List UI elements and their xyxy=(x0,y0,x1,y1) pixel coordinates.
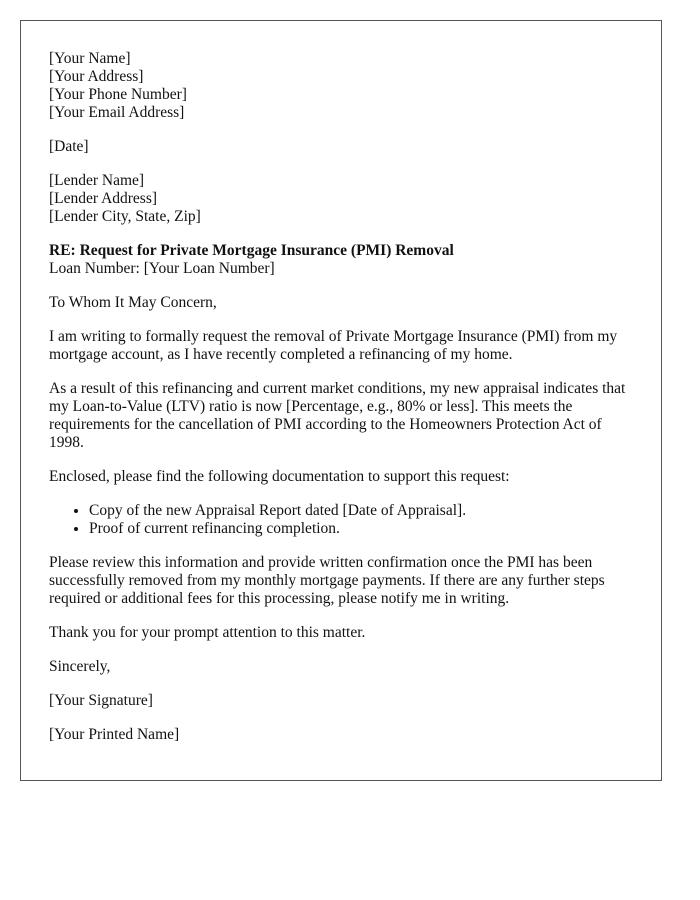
list-item: • Proof of current refinancing completion. xyxy=(89,520,633,538)
recipient-address: [Lender Address] xyxy=(49,190,158,207)
recipient-name: [Lender Name] xyxy=(49,172,145,189)
closing: Sincerely, xyxy=(49,658,111,675)
body-paragraph-2: As a result of this refinancing and current market conditions, my new appraisal indicates that my Loan-to-Value (LTV) ratio is now [Percentage, e.g., 80% or less]. This meets the requirements for the cancellation of PMI according to the Homeowners Protection Act of 1998. xyxy=(49,380,626,451)
letter-date: [Date] xyxy=(49,138,89,155)
body-paragraph-5: Thank you for your prompt attention to this matter. xyxy=(49,624,366,641)
sender-name: [Your Name] xyxy=(49,50,131,67)
sender-address: [Your Address] xyxy=(49,68,144,85)
enclosure-list xyxy=(49,502,633,538)
body-paragraph-3: Enclosed, please find the following documentation to support this request: xyxy=(49,468,510,485)
subject-block xyxy=(49,242,633,278)
subject-line: RE: Request for Private Mortgage Insurance (PMI) Removal xyxy=(49,242,454,259)
sender-phone: [Your Phone Number] xyxy=(49,86,187,103)
sender-block xyxy=(49,50,633,122)
sender-email: [Your Email Address] xyxy=(49,104,185,121)
body-paragraph-1: I am writing to formally request the removal of Private Mortgage Insurance (PMI) from my mortgage account, as I have recently completed a refinancing of my home. xyxy=(49,328,618,363)
salutation: To Whom It May Concern, xyxy=(49,294,217,311)
signature: [Your Signature] xyxy=(49,692,153,709)
body-paragraph-4: Please review this information and provide written confirmation once the PMI has been successfully removed from my monthly mortgage payments. If there are any further steps required or additional fees for this processing, please notify me in writing. xyxy=(49,554,605,607)
loan-number: Loan Number: [Your Loan Number] xyxy=(49,260,275,277)
list-item: • Copy of the new Appraisal Report dated [Date of Appraisal]. xyxy=(89,502,633,520)
printed-name: [Your Printed Name] xyxy=(49,726,180,743)
recipient-city-state-zip: [Lender City, State, Zip] xyxy=(49,208,201,225)
recipient-block xyxy=(49,172,633,226)
letter-page xyxy=(20,20,662,781)
